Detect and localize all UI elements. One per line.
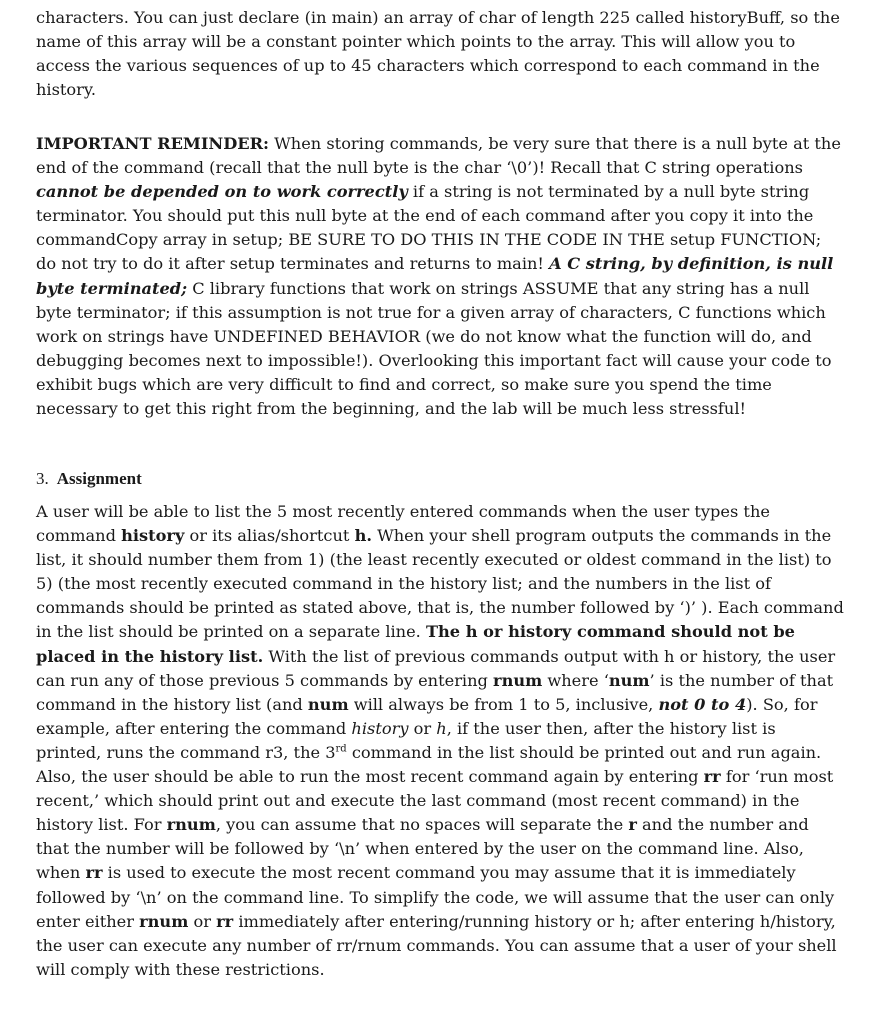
text-run: ). So, for example, after entering the command [36, 694, 818, 738]
superscript: rd [335, 743, 347, 755]
bold-text: r [628, 815, 637, 835]
text-run: With the list of previous commands output with h or history, the user can run any of those previous 5 commands by entering [36, 646, 836, 690]
paragraph-important-reminder [36, 132, 846, 421]
text-run: immediately after entering/running history or h; after entering h/history, the user can execute any number of rr/rnum commands. You can assume that a user of your shell will comply with these restrictions. [36, 911, 837, 979]
text-run: C library functions that work on strings ASSUME that any string has a null byte terminator; if this assumption is not true for a given array of characters, C functions which work on strings have UNDEFINED BEHAVIOR (we do not know what the function will do, and debugging becomes next to impossible!). Overlooking this important fact will cause your code to exhibit bugs which are very difficult to find and correct, so make sure you spend the time necessary to get this right from the beginning, and the lab will be much less stressful! [36, 278, 832, 419]
section-title: Assignment [56, 469, 142, 488]
text-run: When storing commands, be very sure that there is a null byte at the end of the command (recall that the null byte is the char ‘\0’)! Recall that C string operations [36, 134, 841, 178]
bold-text: The h or history command should not be placed in the history list. [36, 622, 795, 666]
text-run: if a string is not terminated by a null byte string terminator. You should put this null byte at the end of each command after you copy it into the commandCopy array in setup; BE SURE TO DO THIS IN THE CODE IN THE setup FUNCTION; do not try to do it after setup terminates and returns to main! [36, 182, 822, 274]
bold-text: num [307, 694, 349, 714]
bold-text: rnum [139, 911, 189, 931]
text-run: is used to execute the most recent command you may assume that it is immediately followed by ‘\n’ on the command line. To simplify the code, we will assume that the user can only enter either [36, 863, 835, 931]
text-run: where ‘ [542, 670, 609, 690]
bold-text: rr [85, 863, 103, 883]
italic-text: h [436, 718, 447, 738]
text-run: When your shell program outputs the commands in the list, it should number them from 1) (the least recently executed or oldest command in the list) to 5) (the most recently executed command in the history list; and the numbers in the list of commands should be printed as stated above, that is, the number followed by ‘)’ ). Each command in the list should be printed on a separate line. [36, 526, 844, 642]
emphasis-text: cannot be depended on to work correctly [36, 182, 408, 202]
text-run: , if the user then, after the history list is printed, runs the command r3, the 3 [36, 718, 776, 762]
paragraph-history-buffer: characters. You can just declare (in main) an array of char of length 225 called historyBuff, so the name of this array will be a constant pointer which points to the array. This will allow you to access the various sequences of up to 45 characters which correspond to each command in the history. [36, 8, 840, 100]
text-run: or its alias/shortcut [184, 526, 355, 546]
bold-text: num [608, 670, 650, 690]
bold-text: rr [216, 911, 234, 931]
text-run: will always be from 1 to 5, inclusive, [348, 694, 659, 714]
section-heading [36, 467, 142, 491]
text-run: and the number and that the number will be followed by ‘\n’ when entered by the user on the command line. Also, when [36, 815, 809, 883]
bold-text: rnum [493, 670, 543, 690]
paragraph-assignment [36, 500, 846, 982]
bold-text: h. [354, 526, 372, 546]
section-number: 3. [36, 469, 49, 488]
emphasis-text: not 0 to 4 [658, 694, 747, 714]
italic-text: history [351, 718, 409, 738]
text-run: ’ is the number of that command in the history list (and [36, 670, 834, 714]
bold-text: rnum [166, 815, 216, 835]
text-run: A user will be able to list the 5 most recently entered commands when the user types the command [36, 502, 770, 546]
emphasis-text: A C string, by definition, is null byte terminated; [36, 254, 834, 298]
text-run: , you can assume that no spaces will separate the [215, 815, 629, 835]
bold-text: history [121, 526, 185, 546]
text-run: or [188, 911, 217, 931]
text-run: command in the list should be printed out and run again. Also, the user should be able to run the most recent command again by entering [36, 742, 822, 787]
bold-text: rr [703, 767, 721, 787]
important-reminder-label: IMPORTANT REMINDER: [36, 134, 270, 153]
text-run: for ‘run most recent,’ which should print out and execute the last command (most recent command) in the history list. For [36, 767, 834, 835]
text-run: or [408, 718, 437, 738]
